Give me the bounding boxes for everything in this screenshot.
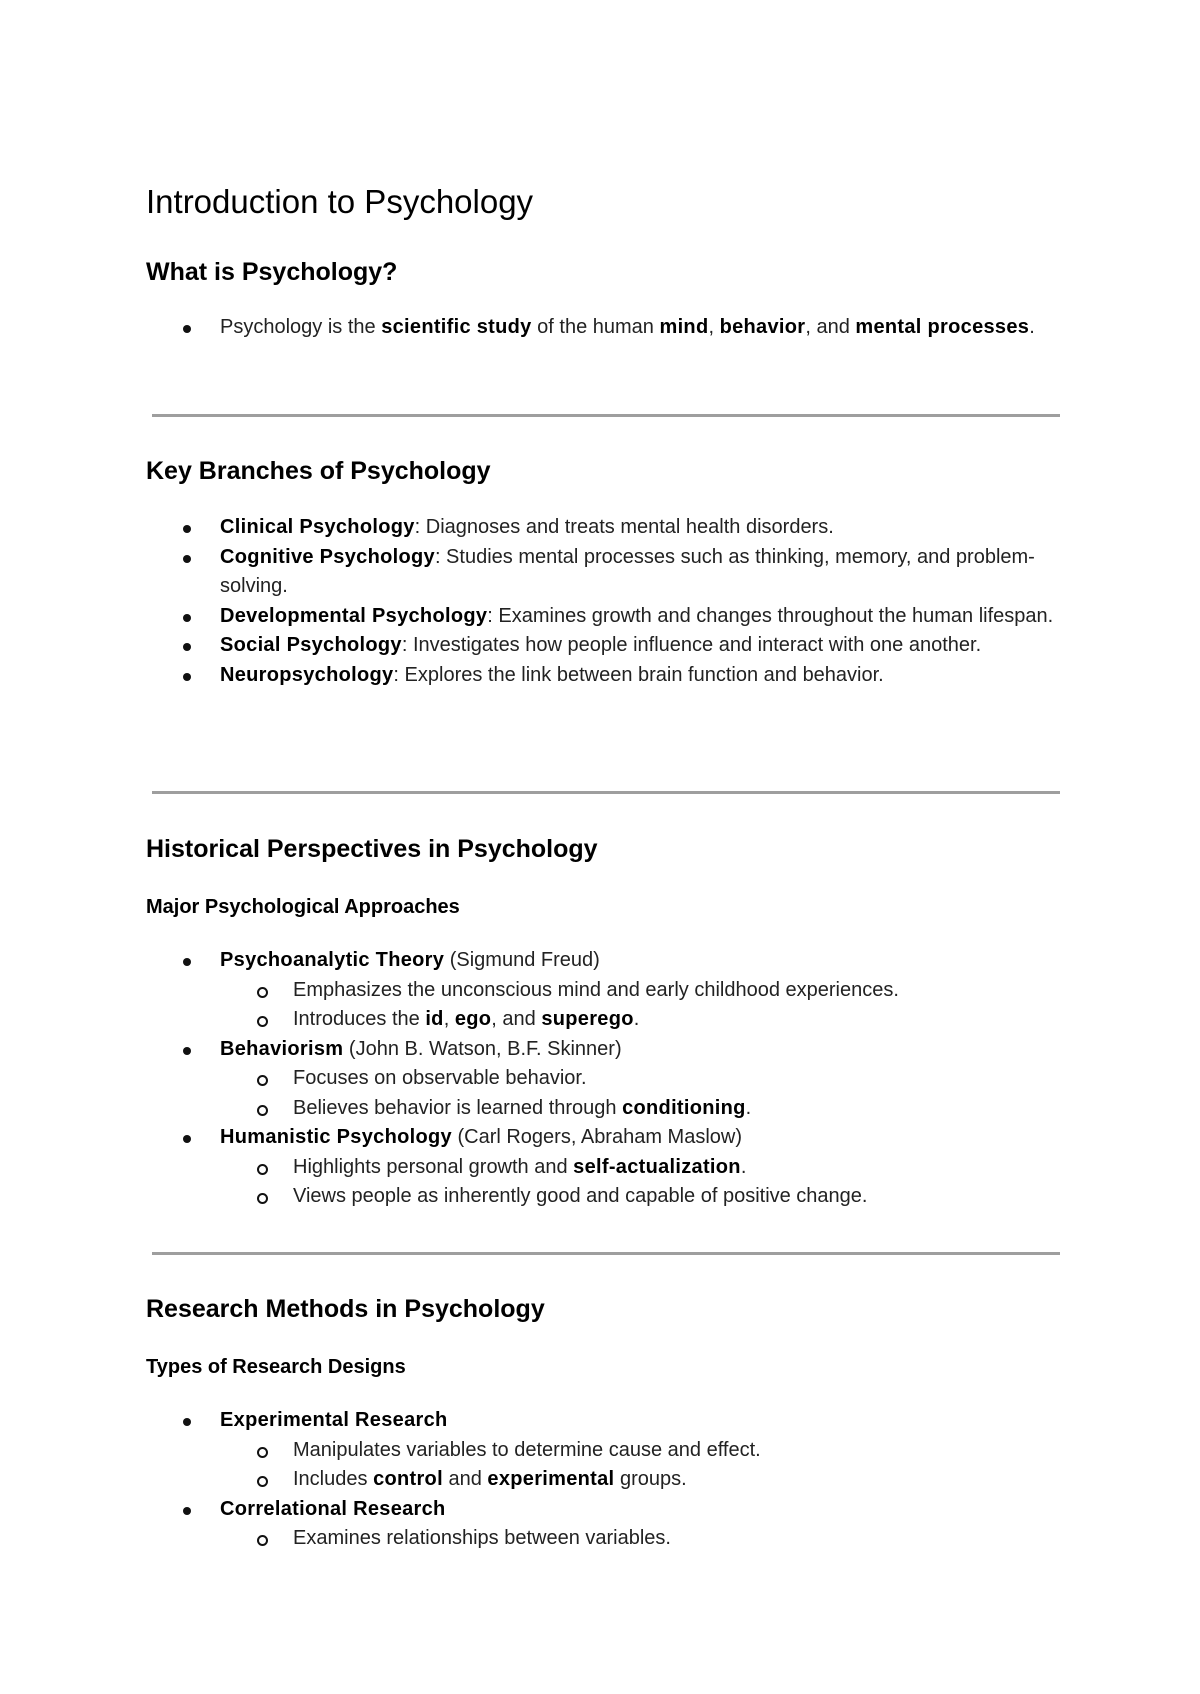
text: Highlights personal growth and [293, 1155, 574, 1178]
text: . [1029, 316, 1035, 338]
bold-term: Correlational Research [220, 1497, 446, 1520]
sub-list-item [220, 1094, 1066, 1124]
list-item [146, 513, 1066, 543]
document-title: Introduction to Psychology [146, 183, 534, 220]
text: (John B. Watson, B.F. Skinner) [343, 1037, 622, 1060]
text: , [708, 316, 720, 338]
section-heading-what: What is Psychology? [146, 258, 398, 286]
bold-term: Humanistic Psychology [220, 1126, 452, 1148]
title-block [146, 182, 1066, 222]
list-item [146, 631, 1066, 661]
list-item [146, 1406, 1066, 1495]
approaches-list [146, 946, 1066, 1212]
branches-list [146, 513, 1066, 690]
bold-term: self-actualization [573, 1155, 741, 1178]
sub-list-item [220, 1182, 1066, 1212]
section-history [146, 833, 1066, 865]
text: (Carl Rogers, Abraham Maslow) [451, 1126, 743, 1148]
sub-list-item [220, 1153, 1066, 1183]
list-item [146, 1495, 1066, 1554]
bullet-icon [183, 325, 191, 333]
bullet-icon [183, 1135, 191, 1143]
subsection-heading-designs: Types of Research Designs [146, 1356, 406, 1378]
bullet-icon [183, 525, 191, 533]
hollow-bullet-icon [257, 1193, 268, 1204]
bullet-icon [183, 1507, 191, 1515]
bold-term: superego [541, 1008, 634, 1030]
sub-list [220, 1524, 1066, 1554]
subsection-approaches [146, 894, 1066, 920]
bullet-icon [183, 555, 191, 563]
text: , [443, 1008, 455, 1030]
bold-term: ego [454, 1008, 492, 1030]
text: (Sigmund Freud) [444, 949, 600, 971]
bullet-icon [183, 958, 191, 966]
text: , and [491, 1008, 542, 1030]
bold-term: scientific study [381, 316, 532, 338]
hollow-bullet-icon [257, 1164, 268, 1175]
list-item [146, 543, 1066, 602]
divider [152, 791, 1060, 794]
bold-term: Clinical Psychology [220, 516, 415, 538]
text: Views people as inherently good and capable of positive change. [293, 1185, 868, 1207]
section-heading-branches: Key Branches of Psychology [146, 457, 491, 485]
hollow-bullet-icon [257, 987, 268, 998]
bullet-icon [183, 1418, 191, 1426]
hollow-bullet-icon [257, 1447, 268, 1458]
text: Psychology is the [220, 316, 382, 338]
bold-term: behavior [719, 316, 806, 338]
list-item [146, 1123, 1066, 1212]
section-heading-history: Historical Perspectives in Psychology [146, 835, 598, 863]
sub-list-item [220, 976, 1066, 1006]
sub-list-item [220, 1064, 1066, 1094]
bold-term: Behaviorism [220, 1037, 344, 1060]
hollow-bullet-icon [257, 1476, 268, 1487]
sub-list-item [220, 1524, 1066, 1554]
divider [152, 1252, 1060, 1255]
bold-term: Social Psychology [220, 634, 402, 656]
text: : Explores the link between brain function and behavior. [393, 663, 884, 686]
hollow-bullet-icon [257, 1075, 268, 1086]
hollow-bullet-icon [257, 1105, 268, 1116]
sub-list-item [220, 1436, 1066, 1466]
what-list [146, 313, 1066, 343]
text: . [740, 1155, 747, 1178]
bullet-icon [183, 673, 191, 681]
sub-list-item [220, 1005, 1066, 1035]
sub-list [220, 976, 1066, 1035]
list-item [146, 602, 1066, 632]
text: of the human [531, 316, 660, 338]
bold-term: mental processes [855, 316, 1030, 338]
sub-list [220, 1064, 1066, 1123]
list-item [146, 661, 1066, 691]
text: Includes [293, 1468, 374, 1490]
sub-list [220, 1153, 1066, 1212]
text: : Investigates how people influence and interact with one another. [401, 634, 982, 656]
designs-list [146, 1406, 1066, 1554]
text: Focuses on observable behavior. [293, 1067, 587, 1089]
bold-term: Cognitive Psychology [220, 545, 435, 568]
subsection-heading-approaches: Major Psychological Approaches [146, 896, 460, 918]
text: Believes behavior is learned through [293, 1096, 623, 1119]
text: : Studies mental processes such as thinking, memory, and problem-solving. [220, 545, 1035, 597]
text: Introduces the [293, 1008, 426, 1030]
bold-term: experimental [487, 1468, 615, 1490]
text: Examines relationships between variables. [293, 1527, 671, 1549]
bullet-icon [183, 614, 191, 622]
text: groups. [614, 1468, 687, 1490]
text: , and [805, 316, 856, 338]
section-heading-research: Research Methods in Psychology [146, 1295, 545, 1323]
bold-term: mind [659, 316, 709, 338]
bold-term: Neuropsychology [220, 663, 394, 686]
hollow-bullet-icon [257, 1016, 268, 1027]
bold-term: id [425, 1008, 444, 1030]
text: . [745, 1096, 752, 1119]
bullet-icon [183, 1047, 191, 1055]
section-branches [146, 455, 1066, 487]
text: Manipulates variables to determine cause and effect. [293, 1438, 761, 1461]
bold-term: Psychoanalytic Theory [220, 949, 445, 971]
list-item [146, 1035, 1066, 1124]
bold-term: Experimental Research [220, 1409, 448, 1431]
subsection-designs [146, 1354, 1066, 1380]
divider [152, 414, 1060, 417]
text: : Examines growth and changes throughout the human lifespan. [487, 604, 1054, 627]
hollow-bullet-icon [257, 1535, 268, 1546]
text: : Diagnoses and treats mental health disorders. [414, 516, 834, 538]
sub-list [220, 1436, 1066, 1495]
section-research [146, 1293, 1066, 1325]
sub-list-item [220, 1465, 1066, 1495]
text: and [442, 1468, 488, 1490]
bullet-icon [183, 643, 191, 651]
bold-term: control [373, 1468, 443, 1490]
list-item [146, 946, 1066, 1035]
list-item [146, 313, 1066, 343]
section-what [146, 256, 1066, 288]
text: Emphasizes the unconscious mind and early childhood experiences. [293, 978, 899, 1001]
bold-term: conditioning [622, 1096, 746, 1119]
bold-term: Developmental Psychology [220, 604, 488, 627]
text: . [633, 1008, 640, 1030]
